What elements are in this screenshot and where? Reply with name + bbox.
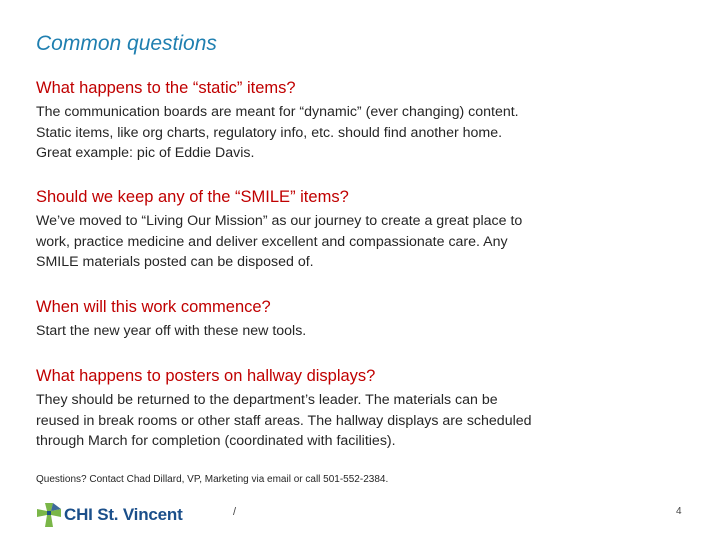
qa-section-static-items <box>36 78 676 164</box>
answer-line: through March for completion (coordinated with facilities). <box>36 433 396 449</box>
answer-line: SMILE materials posted can be disposed of. <box>36 254 314 270</box>
footer-slash: / <box>233 506 237 518</box>
qa-section-work-commence <box>36 297 676 342</box>
answer-line: reused in break rooms or other staff areas. The hallway displays are scheduled <box>36 412 532 429</box>
question-heading: Should we keep any of the “SMILE” items? <box>36 188 349 206</box>
answer-line: Great example: pic of Eddie Davis. <box>36 145 255 161</box>
contact-info: Questions? Contact Chad Dillard, VP, Marketing via email or call 501-552-2384. <box>36 474 389 485</box>
page-number: 4 <box>676 506 682 517</box>
question-heading: What happens to posters on hallway displays? <box>36 367 376 385</box>
answer-text <box>36 390 676 452</box>
qa-section-hallway-posters <box>36 366 676 452</box>
answer-line: work, practice medicine and deliver excellent and compassionate care. Any <box>36 233 508 250</box>
qa-section-smile-items <box>36 187 676 273</box>
logo-text: CHI St. Vincent <box>64 505 183 524</box>
answer-line: We’ve moved to “Living Our Mission” as our journey to create a great place to <box>36 213 523 229</box>
answer-line: They should be returned to the department’s leader. The materials can be <box>36 392 498 408</box>
answer-text <box>36 321 676 342</box>
chi-st-vincent-logo <box>36 502 183 528</box>
page-title: Common questions <box>36 32 217 55</box>
cross-logo-icon <box>36 502 62 528</box>
answer-line: Static items, like org charts, regulatory info, etc. should find another home. <box>36 124 503 141</box>
answer-line: Start the new year off with these new tools. <box>36 323 307 339</box>
answer-line: The communication boards are meant for “dynamic” (ever changing) content. <box>36 104 519 120</box>
question-heading: When will this work commence? <box>36 298 271 316</box>
answer-text <box>36 211 676 273</box>
question-heading: What happens to the “static” items? <box>36 79 296 97</box>
answer-text <box>36 102 676 164</box>
